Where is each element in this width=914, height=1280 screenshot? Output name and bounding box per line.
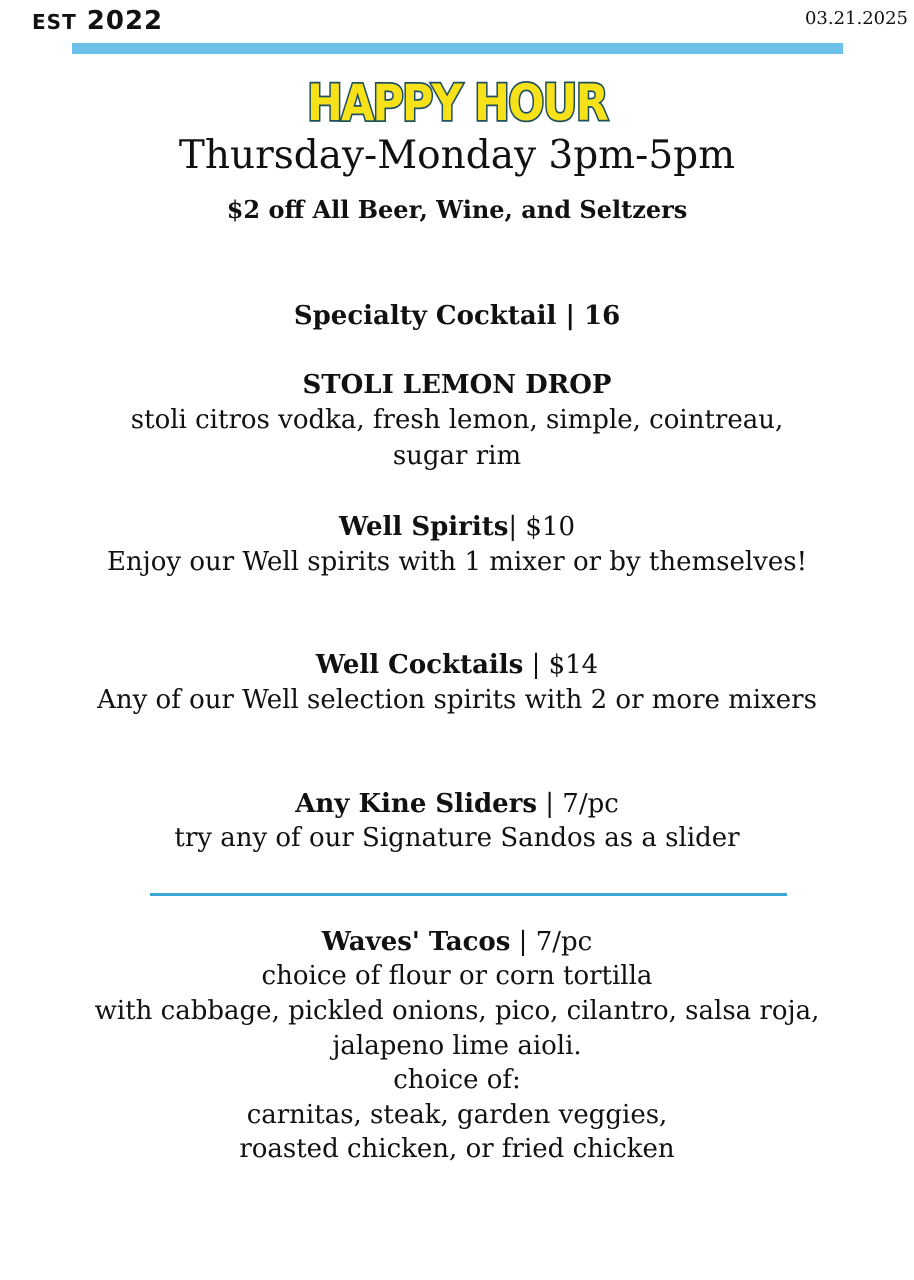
well-cocktails-title: Well Cocktails (315, 650, 524, 680)
tacos-line-1: choice of flour or corn tortilla (261, 961, 653, 991)
hours-heading: Thursday-Monday 3pm-5pm (178, 133, 736, 178)
specialty-desc-line-1: stoli citros vodka, fresh lemon, simple, cointreau, (130, 405, 784, 435)
specialty-cocktail-title: Specialty Cocktail | 16 (293, 301, 621, 331)
tacos-line-2: with cabbage, pickled onions, pico, cilantro, salsa roja, (94, 996, 820, 1026)
happy-hour-logo (0, 70, 914, 136)
established-label (32, 6, 163, 36)
tacos-line-5: carnitas, steak, garden veggies, (246, 1100, 668, 1130)
top-divider (72, 43, 843, 54)
logo-text: HAPPY HOUR (307, 74, 609, 132)
well-spirits-desc: Enjoy our Well spirits with 1 mixer or by themselves! (106, 547, 808, 577)
tacos-title: Waves' Tacos (321, 927, 511, 957)
well-spirits-title: Well Spirits (338, 512, 509, 542)
specialty-drink-name: STOLI LEMON DROP (302, 370, 612, 400)
sliders-price: | 7/pc (537, 789, 619, 819)
specialty-desc-line-2: sugar rim (392, 441, 522, 471)
tacos-line-4: choice of: (393, 1065, 521, 1095)
promo-line: $2 off All Beer, Wine, and Seltzers (226, 195, 688, 224)
sliders-desc: try any of our Signature Sandos as a slider (174, 823, 740, 853)
est-year: 2022 (86, 6, 164, 36)
tacos-heading (0, 925, 914, 959)
menu-date: 03.21.2025 (804, 8, 908, 29)
well-spirits-heading (0, 510, 914, 544)
sliders-heading (0, 787, 914, 821)
est-word: EST (32, 10, 77, 34)
well-cocktails-heading (0, 648, 914, 682)
well-cocktails-price: | $14 (523, 650, 599, 680)
tacos-price: | 7/pc (510, 927, 593, 957)
well-cocktails-desc: Any of our Well selection spirits with 2 or more mixers (97, 685, 817, 715)
tacos-line-6: roasted chicken, or fried chicken (239, 1134, 675, 1164)
tacos-line-3: jalapeno lime aioli. (332, 1031, 582, 1061)
well-spirits-price: | $10 (508, 512, 576, 542)
sliders-title: Any Kine Sliders (295, 789, 537, 819)
happy-hour-logo-graphic (302, 70, 612, 132)
section-divider (150, 893, 787, 896)
